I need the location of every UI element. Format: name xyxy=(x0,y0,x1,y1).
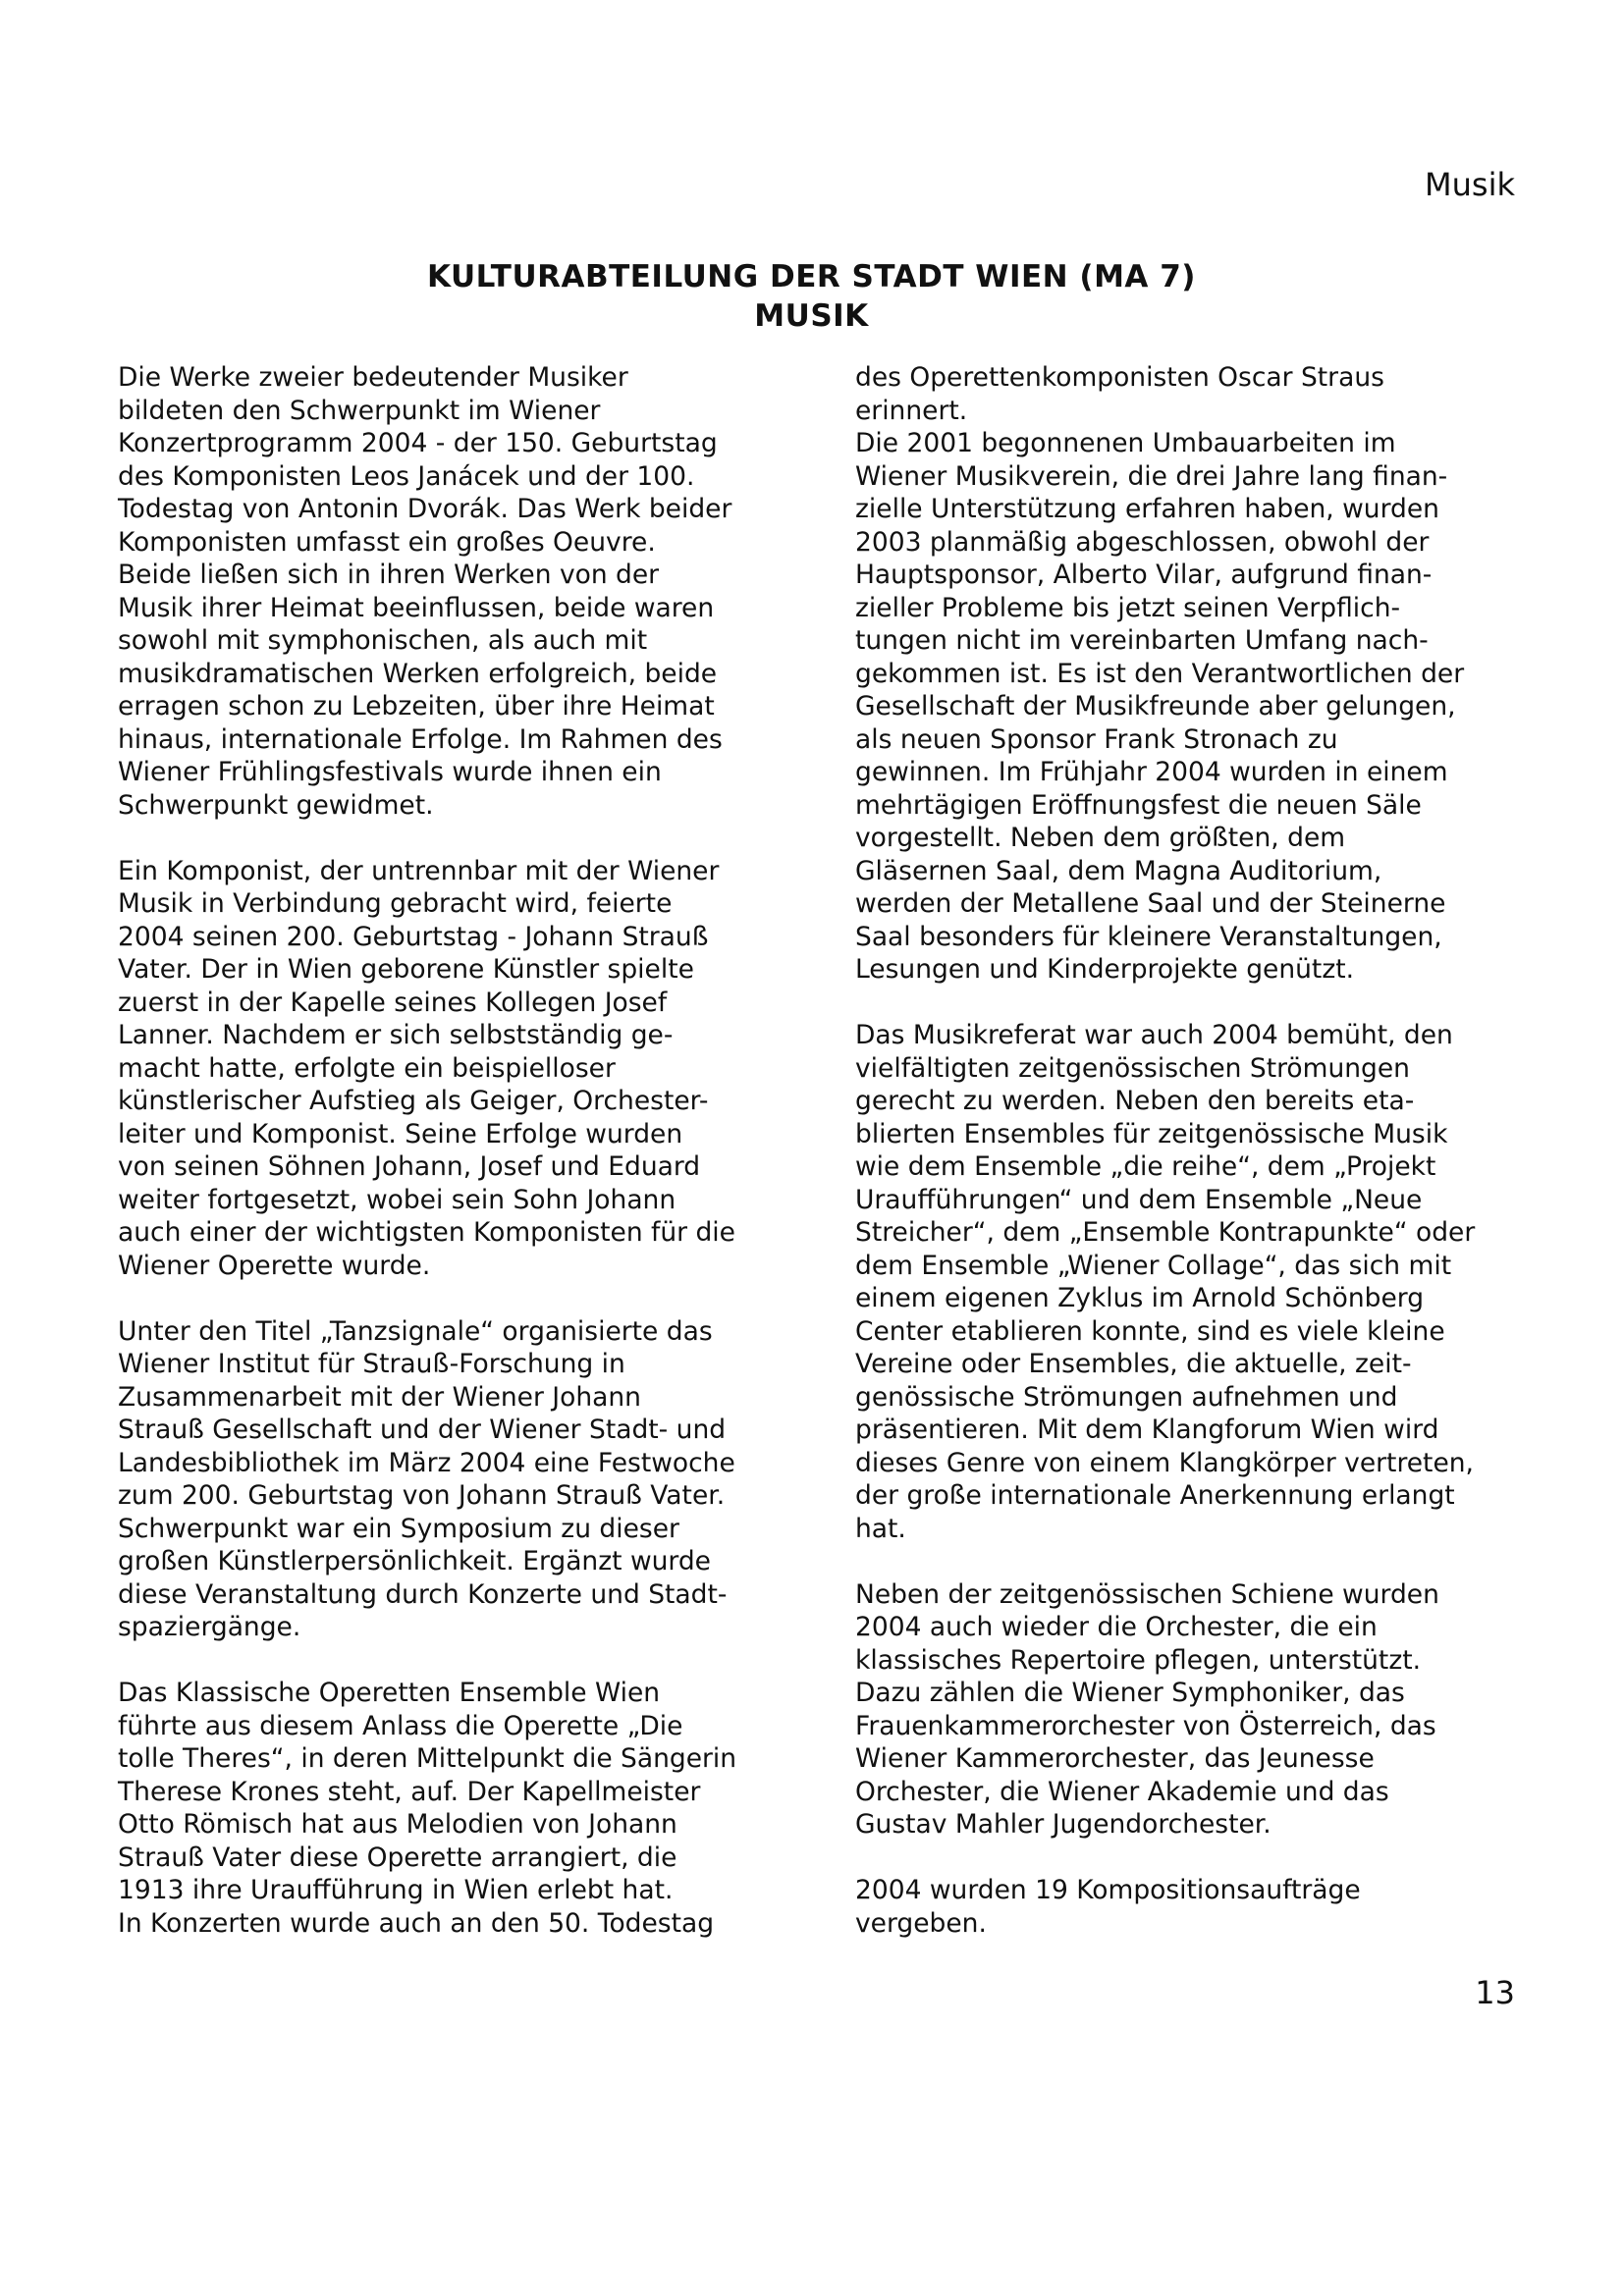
text-line: Die 2001 begonnenen Umbauarbeiten im xyxy=(855,428,1396,458)
text-line: klassisches Repertoire pflegen, unterstützt. xyxy=(855,1644,1422,1676)
paragraph xyxy=(118,1315,805,1644)
text-line: auch einer der wichtigsten Komponisten für die xyxy=(118,1217,735,1248)
text-line: der große internationale Anerkennung erlangt xyxy=(855,1480,1455,1511)
text-line: Strauß Vater diese Operette arrangiert, die xyxy=(118,1842,677,1873)
text-line: Unter den Titel „Tanzsignale“ organisierte das xyxy=(118,1315,713,1347)
text-line: erragen schon zu Lebzeiten, über ihre Heimat xyxy=(118,691,715,721)
text-line: dieses Genre von einem Klangkörper vertreten, xyxy=(855,1447,1474,1478)
text-line: Lesungen und Kinderprojekte genützt. xyxy=(855,954,1355,985)
text-line: Saal besonders für kleinere Veranstaltungen, xyxy=(855,921,1442,952)
paragraph xyxy=(118,361,805,822)
text-line: gerecht zu werden. Neben den bereits eta- xyxy=(855,1086,1415,1116)
text-line: Frauenkammerorchester von Österreich, das xyxy=(855,1710,1436,1741)
text-line: musikdramatischen Werken erfolgreich, beide xyxy=(118,658,718,689)
text-line: Uraufführungen“ und dem Ensemble „Neue xyxy=(855,1184,1423,1215)
text-line: Die Werke zweier bedeutender Musiker xyxy=(118,362,628,393)
text-line: mehrtägigen Eröffnungsfest die neuen Säle xyxy=(855,789,1422,821)
text-line: Musik ihrer Heimat beeinflussen, beide waren xyxy=(118,592,715,623)
paragraph xyxy=(118,855,805,1283)
text-line: einem eigenen Zyklus im Arnold Schönberg xyxy=(855,1283,1425,1313)
text-line: blierten Ensembles für zeitgenössische Musik xyxy=(855,1118,1448,1149)
text-line: des Operettenkomponisten Oscar Straus xyxy=(855,362,1384,393)
text-line: künstlerischer Aufstieg als Geiger, Orchester- xyxy=(118,1086,709,1116)
text-line: dem Ensemble „Wiener Collage“, das sich mit xyxy=(855,1250,1452,1281)
text-line: Landesbibliothek im März 2004 eine Festwoche xyxy=(118,1447,735,1478)
text-line: Dazu zählen die Wiener Symphoniker, das xyxy=(855,1678,1405,1708)
right-text-column xyxy=(855,361,1523,1973)
page-title-line-1: KULTURABTEILUNG DER STADT WIEN (MA 7) xyxy=(427,259,1196,294)
text-line: 2004 wurden 19 Kompositionsaufträge xyxy=(855,1875,1361,1905)
text-line: Streicher“, dem „Ensemble Kontrapunkte“ oder xyxy=(855,1217,1476,1248)
text-line: zum 200. Geburtstag von Johann Strauß Vater. xyxy=(118,1480,726,1511)
text-line: Vater. Der in Wien geborene Künstler spielte xyxy=(118,954,694,985)
text-line: Wiener Frühlingsfestivals wurde ihnen ein xyxy=(118,757,662,787)
text-line: 2003 planmäßig abgeschlossen, obwohl der xyxy=(855,526,1430,558)
text-line: Konzertprogramm 2004 - der 150. Geburtstag xyxy=(118,428,718,458)
text-line: vergeben. xyxy=(855,1907,987,1939)
text-line: Ein Komponist, der untrennbar mit der Wiener xyxy=(118,855,720,886)
text-line: Therese Krones steht, auf. Der Kapellmeister xyxy=(118,1776,701,1807)
text-line: weiter fortgesetzt, wobei sein Sohn Johann xyxy=(118,1184,676,1215)
text-line: wie dem Ensemble „die reihe“, dem „Projekt xyxy=(855,1151,1436,1182)
text-line: erinnert. xyxy=(855,395,968,426)
text-line: zuerst in der Kapelle seines Kollegen Josef xyxy=(118,987,668,1018)
text-line: Musik in Verbindung gebracht wird, feierte xyxy=(118,888,673,919)
text-line: Todestag von Antonin Dvorák. Das Werk beider xyxy=(118,494,732,524)
text-line: sowohl mit symphonischen, als auch mit xyxy=(118,625,648,656)
text-line: Zusammenarbeit mit der Wiener Johann xyxy=(118,1381,641,1413)
text-line: präsentieren. Mit dem Klangforum Wien wird xyxy=(855,1415,1439,1445)
text-line: 1913 ihre Uraufführung in Wien erlebt hat. xyxy=(118,1875,674,1905)
text-line: tolle Theres“, in deren Mittelpunkt die Sängerin xyxy=(118,1743,737,1774)
text-line: vorgestellt. Neben dem größten, dem xyxy=(855,823,1346,853)
paragraph xyxy=(855,427,1523,987)
text-line: vielfältigten zeitgenössischen Strömungen xyxy=(855,1052,1410,1084)
text-line: Hauptsponsor, Alberto Vilar, aufgrund finan- xyxy=(855,560,1433,590)
text-line: zielle Unterstützung erfahren haben, wurden xyxy=(855,494,1439,524)
text-line: als neuen Sponsor Frank Stronach zu xyxy=(855,723,1338,755)
text-line: Gläsernen Saal, dem Magna Auditorium, xyxy=(855,855,1382,886)
text-line: Schwerpunkt war ein Symposium zu dieser xyxy=(118,1513,679,1544)
text-line: Wiener Operette wurde. xyxy=(118,1250,431,1281)
page-number: 13 xyxy=(1475,1974,1515,2011)
text-line: Center etablieren konnte, sind es viele kleine xyxy=(855,1315,1445,1347)
paragraph xyxy=(855,1019,1523,1545)
text-line: diese Veranstaltung durch Konzerte und Stadt- xyxy=(118,1578,728,1610)
text-line: Schwerpunkt gewidmet. xyxy=(118,789,434,821)
page-title xyxy=(0,257,1623,336)
text-line: Strauß Gesellschaft und der Wiener Stadt- und xyxy=(118,1415,727,1445)
text-line: Orchester, die Wiener Akademie und das xyxy=(855,1776,1389,1807)
paragraph xyxy=(855,1578,1523,1842)
paragraph xyxy=(855,361,1523,427)
text-line: werden der Metallene Saal und der Steinerne xyxy=(855,888,1446,919)
text-line: Gustav Mahler Jugendorchester. xyxy=(855,1809,1271,1840)
text-line: Beide ließen sich in ihren Werken von der xyxy=(118,560,660,590)
text-line: Das Klassische Operetten Ensemble Wien xyxy=(118,1678,661,1708)
text-line: Wiener Musikverein, die drei Jahre lang finan- xyxy=(855,460,1448,492)
text-line: Neben der zeitgenössischen Schiene wurden xyxy=(855,1578,1439,1610)
text-line: Das Musikreferat war auch 2004 bemüht, den xyxy=(855,1020,1453,1050)
text-line: tungen nicht im vereinbarten Umfang nach- xyxy=(855,625,1429,656)
text-line: 2004 auch wieder die Orchester, die ein xyxy=(855,1612,1378,1642)
paragraph xyxy=(855,1874,1523,1940)
text-line: Komponisten umfasst ein großes Oeuvre. xyxy=(118,526,656,558)
text-line: zieller Probleme bis jetzt seinen Verpflich- xyxy=(855,592,1401,623)
text-line: Lanner. Nachdem er sich selbstständig ge- xyxy=(118,1020,674,1050)
text-line: gekommen ist. Es ist den Verantwortlichen der xyxy=(855,658,1465,689)
text-line: 2004 seinen 200. Geburtstag - Johann Strauß xyxy=(118,921,709,952)
text-line: des Komponisten Leos Janácek und der 100. xyxy=(118,460,695,492)
page-title-line-2: MUSIK xyxy=(754,298,869,334)
text-line: macht hatte, erfolgte ein beispielloser xyxy=(118,1052,616,1084)
section-label: Musik xyxy=(1425,166,1515,203)
text-line: leiter und Komponist. Seine Erfolge wurden xyxy=(118,1118,683,1149)
text-line: Vereine oder Ensembles, die aktuelle, zeit- xyxy=(855,1349,1412,1379)
left-text-column xyxy=(118,361,805,1973)
text-line: Wiener Kammerorchester, das Jeunesse xyxy=(855,1743,1375,1774)
text-line: genössische Strömungen aufnehmen und xyxy=(855,1381,1398,1413)
text-line: Otto Römisch hat aus Melodien von Johann xyxy=(118,1809,677,1840)
text-line: spaziergänge. xyxy=(118,1612,301,1642)
text-line: von seinen Söhnen Johann, Josef und Eduard xyxy=(118,1151,701,1182)
text-line: In Konzerten wurde auch an den 50. Todestag xyxy=(118,1907,715,1939)
text-line: großen Künstlerpersönlichkeit. Ergänzt wurde xyxy=(118,1546,711,1576)
text-line: Gesellschaft der Musikfreunde aber gelungen, xyxy=(855,691,1456,721)
text-line: hat. xyxy=(855,1513,906,1544)
paragraph xyxy=(118,1677,805,1940)
text-line: bildeten den Schwerpunkt im Wiener xyxy=(118,395,601,426)
text-line: gewinnen. Im Frühjahr 2004 wurden in einem xyxy=(855,757,1448,787)
text-line: führte aus diesem Anlass die Operette „Die xyxy=(118,1710,683,1741)
text-line: hinaus, internationale Erfolge. Im Rahmen des xyxy=(118,723,723,755)
text-line: Wiener Institut für Strauß-Forschung in xyxy=(118,1349,625,1379)
